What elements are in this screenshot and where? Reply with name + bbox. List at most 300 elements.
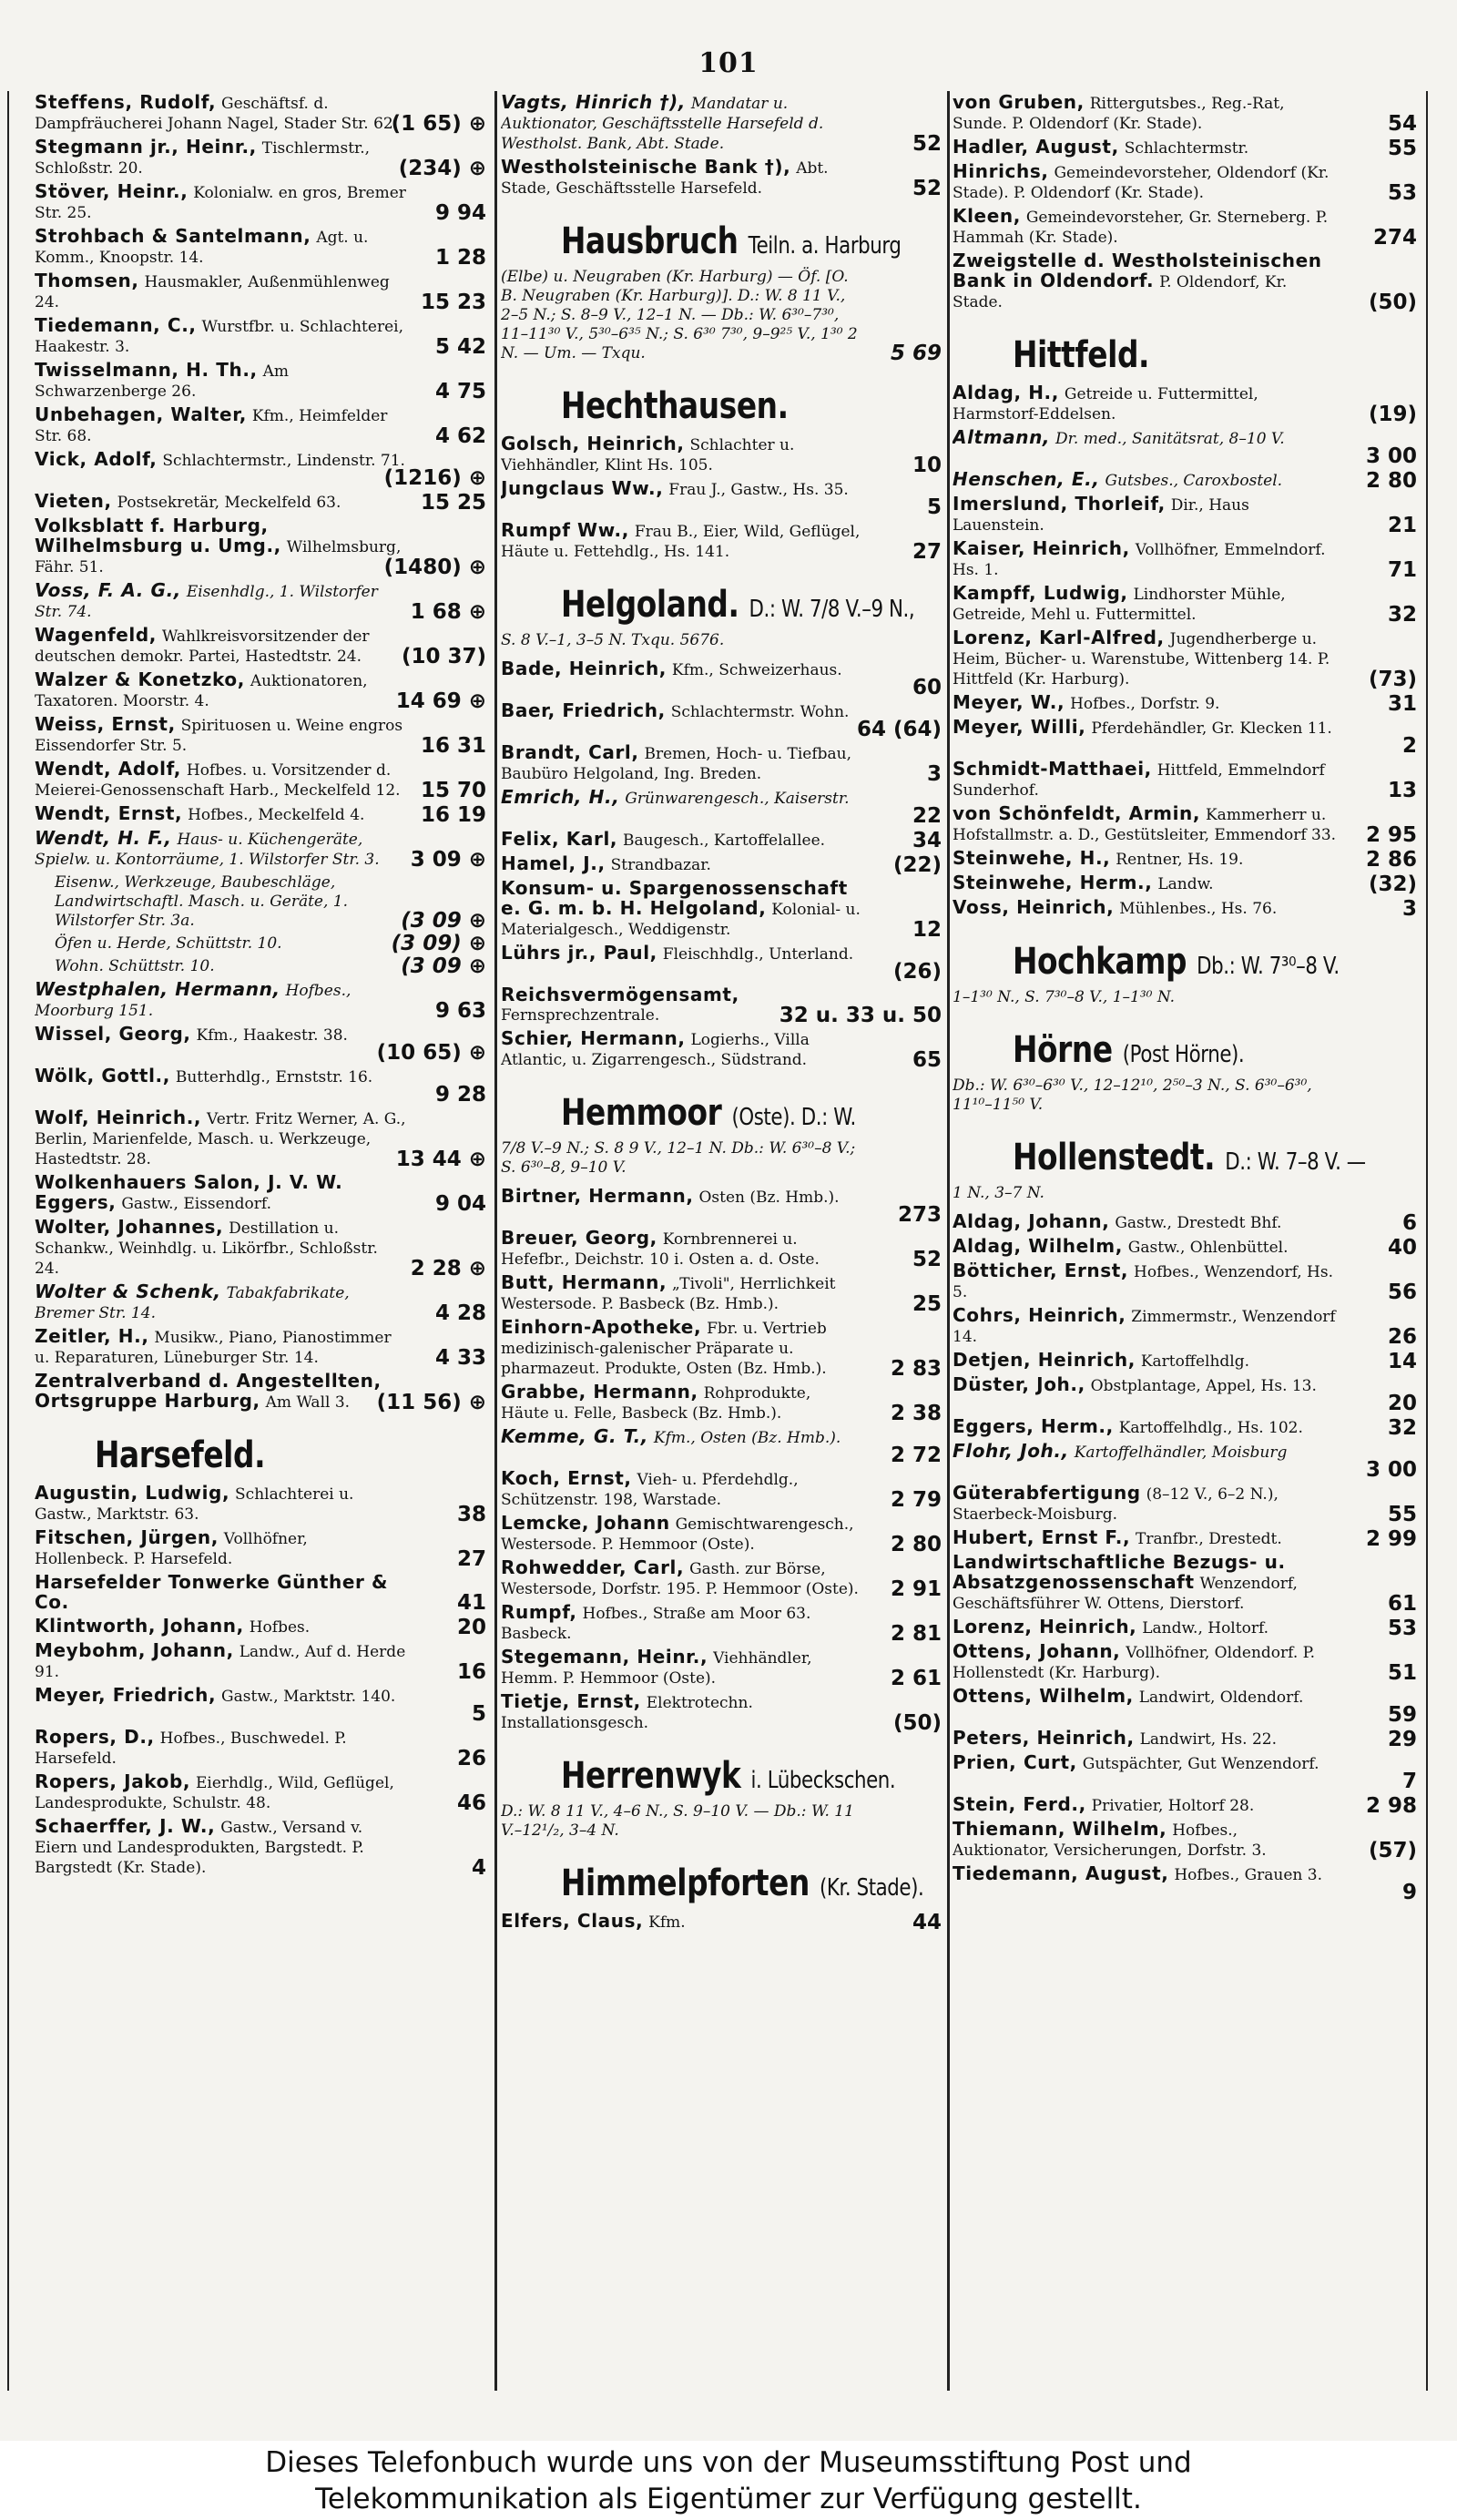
entry-phone-number: 46	[456, 1791, 486, 1815]
directory-entry	[501, 788, 945, 826]
sub-entry-details: Eisenw., Werkzeuge, Baubeschläge, Landwirtschaftl. Masch. u. Geräte, 1. Wilstorfer Str. 3a.	[55, 873, 349, 930]
entry-name: Schaerffer, J. W.,	[35, 1815, 216, 1837]
entry-details: Kartoffelhändler, Moisburg	[1074, 1444, 1288, 1462]
entry-name: Fitschen, Jürgen,	[35, 1526, 219, 1548]
entry-details: Agt. u. Komm., Knoopstr. 14.	[35, 229, 369, 267]
column-1	[35, 93, 490, 2388]
directory-entry	[501, 701, 945, 740]
entry-phone-number: 2 61	[890, 1667, 942, 1690]
entry-phone-number: (3 09 ⊕	[401, 909, 486, 933]
directory-entry	[953, 251, 1421, 312]
entry-phone-number: 52	[912, 177, 942, 200]
entry-details: Postsekretär, Meckelfeld 63.	[117, 494, 341, 512]
entry-phone-number: 2 79	[890, 1488, 942, 1512]
entry-phone-number: 3 00	[1365, 1458, 1417, 1482]
entry-details: Kolonial- u. Materialgesch., Weddigenstr.	[501, 901, 861, 939]
entry-details: Gemischtwarengesch., Westersode. P. Hemmoor (Oste).	[501, 1515, 854, 1554]
entry-phone-number: 274	[1372, 226, 1417, 250]
directory-entry	[953, 1729, 1421, 1750]
entry-name: Voss, F. A. G.,	[35, 579, 181, 601]
entry-phone-number: 27	[456, 1547, 486, 1571]
directory-entry	[35, 1218, 490, 1279]
entry-details: Rohprodukte, Häute u. Felle, Basbeck (Bz. Hmb.).	[501, 1384, 811, 1423]
directory-entry	[35, 516, 490, 577]
entry-phone-number: 2 80	[890, 1533, 942, 1556]
entry-phone-number: 4 33	[434, 1346, 486, 1370]
entry-phone-number: 2 95	[1365, 823, 1417, 847]
directory-entry	[35, 804, 490, 825]
entry-details: Rittergutsbes., Reg.-Rat, Sunde. P. Oldendorf (Kr. Stade).	[953, 95, 1285, 133]
directory-entry	[35, 316, 490, 357]
entry-phone-number: 2 98	[1365, 1794, 1417, 1818]
directory-entry	[501, 743, 945, 784]
entry-name: Elfers, Claus,	[501, 1910, 644, 1932]
entry-name: Jungclaus Ww.,	[501, 477, 664, 499]
entry-name: Wendt, Adolf,	[35, 758, 181, 780]
entry-details: Mühlenbes., Hs. 76.	[1119, 900, 1278, 918]
entry-phone-number: 2 81	[890, 1622, 942, 1646]
entry-name: Westphalen, Hermann,	[35, 978, 280, 1000]
entry-name: Konsum- u. Spargenossenschaft e. G. m. b. H. Helgoland,	[501, 877, 848, 919]
entry-details: Gastw., Eissendorf.	[121, 1195, 271, 1213]
entry-name: Steffens, Rudolf,	[35, 93, 217, 113]
entry-name: Schmidt-Matthaei,	[953, 758, 1152, 780]
entry-name: Flohr, Joh.,	[953, 1440, 1069, 1462]
directory-entry	[501, 1318, 945, 1379]
directory-entry	[953, 718, 1421, 756]
directory-entry	[501, 1912, 945, 1933]
entry-phone-number: (1216) ⊕	[383, 466, 486, 490]
directory-entry	[501, 479, 945, 517]
entry-name: Hamel, J.,	[501, 852, 606, 874]
entry-details: Tabakfabrikate, Bremer Str. 14.	[35, 1284, 350, 1322]
directory-entry	[35, 1728, 490, 1769]
entry-phone-number: 14 69 ⊕	[395, 689, 486, 713]
entry-details: Dir., Haus Lauenstein.	[953, 496, 1249, 535]
entry-details: Fleischhdlg., Unterland.	[662, 945, 854, 964]
place-heading	[1013, 1137, 1366, 1178]
directory-entry	[953, 1864, 1421, 1903]
entry-details: Zimmermstr., Wenzendorf 14.	[953, 1308, 1336, 1346]
directory-entry	[953, 138, 1421, 158]
place-heading	[1013, 334, 1347, 376]
entry-phone-number: 53	[1387, 1617, 1417, 1640]
directory-entry	[501, 830, 945, 851]
entry-name: Kleen,	[953, 205, 1021, 227]
place-hours: (Post Hörne).	[1122, 1041, 1245, 1068]
entry-name: Stegemann, Heinr.,	[501, 1646, 708, 1668]
directory-entry	[953, 628, 1421, 689]
directory-entry	[953, 93, 1421, 134]
entry-details: Wilhelmsburg, Fähr. 51.	[35, 538, 402, 576]
entry-phone-number: 54	[1387, 112, 1417, 136]
directory-entry	[35, 1641, 490, 1682]
place-heading	[561, 1755, 896, 1797]
entry-details: Wahlkreisvorsitzender der deutschen demokr. Partei, Hastedtstr. 24.	[35, 627, 370, 666]
directory-entry	[953, 693, 1421, 714]
entry-phone-number: 52	[912, 1248, 942, 1271]
directory-entry	[501, 1692, 945, 1733]
entry-name: Butt, Hermann,	[501, 1271, 667, 1293]
directory-entry	[35, 492, 490, 513]
entry-details: Hofbes., Wenzendorf, Hs. 5.	[953, 1263, 1334, 1301]
entry-phone-number: 5 42	[434, 335, 486, 359]
entry-phone-number: 5 69	[890, 342, 942, 365]
entry-name: Ropers, Jakob,	[35, 1770, 191, 1792]
directory-entry	[953, 1417, 1421, 1438]
entry-phone-number: 21	[1387, 514, 1417, 537]
directory-entry	[953, 162, 1421, 203]
entry-phone-number: 56	[1387, 1280, 1417, 1304]
directory-entry	[35, 581, 490, 622]
entry-details: Hausmakler, Außenmühlenweg 24.	[35, 273, 390, 311]
entry-name: Meyer, Friedrich,	[35, 1684, 217, 1706]
entry-name: Einhorn-Apotheke,	[501, 1316, 702, 1338]
entry-phone-number: 31	[1387, 692, 1417, 716]
entry-details: Geschäftsf. d. Dampfräucherei Johann Nagel, Stader Str. 62.	[35, 95, 399, 133]
entry-name: Thomsen,	[35, 270, 139, 291]
place-hours: i. Lübeckschen.	[750, 1767, 896, 1794]
entry-phone-number: 13	[1387, 779, 1417, 802]
entry-phone-number: 3	[926, 762, 942, 786]
place-name: Hechthausen.	[561, 385, 789, 427]
directory-entry	[501, 434, 945, 475]
directory-entry	[953, 898, 1421, 919]
entry-name: Imerslund, Thorleif,	[953, 493, 1166, 515]
entry-name: Felix, Karl,	[501, 828, 618, 850]
column-2	[501, 93, 945, 2388]
directory-entry	[953, 849, 1421, 870]
entry-phone-number: 25	[912, 1292, 942, 1316]
directory-entry	[501, 879, 945, 940]
entry-name: Lorenz, Karl-Alfred,	[953, 627, 1165, 648]
page-number: 101	[698, 47, 759, 79]
entry-details: Schlachtermstr., Lindenstr. 71.	[162, 452, 405, 470]
directory-entry	[35, 626, 490, 667]
entry-details: Hofbes., Auktionator, Versicherungen, Dorfstr. 3.	[953, 1821, 1267, 1860]
entry-phone-number: 20	[456, 1616, 486, 1639]
entry-details: Kfm., Heimfelder Str. 68.	[35, 407, 388, 445]
entry-phone-number: 15 70	[420, 779, 486, 802]
column-rule-left	[7, 91, 9, 2391]
entry-details: Grünwarengesch., Kaiserstr.	[625, 790, 850, 808]
entry-name: Baer, Friedrich,	[501, 699, 666, 721]
entry-phone-number: (32)	[1368, 872, 1417, 896]
directory-entry	[35, 138, 490, 179]
entry-details: Destillation u. Schankw., Weinhdlg. u. Likörfbr., Schloßstr. 24.	[35, 1219, 378, 1278]
directory-entry	[953, 1261, 1421, 1302]
sub-entry-details: Öfen u. Herde, Schüttstr. 10.	[55, 934, 282, 953]
entry-name: Hubert, Ernst F.,	[953, 1526, 1131, 1548]
entry-name: Vieten,	[35, 490, 112, 512]
entry-details: Bremen, Hoch- u. Tiefbau, Baubüro Helgoland, Ing. Breden.	[501, 745, 852, 783]
entry-name: Vagts, Hinrich †),	[501, 93, 686, 113]
entry-details: Am Schwarzenberge 26.	[35, 362, 290, 401]
office-hours	[953, 988, 1421, 1007]
entry-name: Wissel, Georg,	[35, 1023, 191, 1045]
place-hours: (Kr. Stade).	[819, 1874, 924, 1902]
entry-name: Stöver, Heinr.,	[35, 180, 188, 202]
entry-name: Strohbach & Santelmann,	[35, 225, 311, 247]
entry-phone-number: 9 94	[434, 201, 486, 225]
entry-details: Butterhdlg., Ernststr. 16.	[175, 1068, 373, 1087]
entry-details: Strandbazar.	[610, 856, 711, 874]
entry-name: Bade, Heinrich,	[501, 658, 667, 679]
entry-phone-number: 22	[912, 804, 942, 828]
entry-details: Wurstfbr. u. Schlachterei, Haakestr. 3.	[35, 318, 403, 356]
entry-phone-number: 2 28 ⊕	[410, 1257, 486, 1280]
directory-entry	[35, 715, 490, 756]
entry-name: Aldag, Wilhelm,	[953, 1235, 1123, 1257]
footer-line-2: Telekommunikation als Eigentümer zur Verfügung gestellt.	[315, 2483, 1142, 2515]
entry-phone-number: (11 56) ⊕	[376, 1391, 486, 1414]
entry-name: Hadler, August,	[953, 136, 1119, 158]
entry-phone-number: (73)	[1368, 668, 1417, 691]
directory-entry	[953, 1687, 1421, 1725]
entry-phone-number: (10 37)	[401, 645, 486, 668]
place-name: Hemmoor	[561, 1092, 722, 1134]
directory-entry	[501, 1648, 945, 1689]
directory-entry	[35, 980, 490, 1021]
directory-entry	[953, 1617, 1421, 1638]
directory-entry	[35, 829, 490, 870]
entry-details: Hofbes. u. Vorsitzender d. Meierei-Genossenschaft Harb., Meckelfeld 12.	[35, 761, 401, 800]
directory-entry	[35, 1772, 490, 1813]
entry-details: Hofbes., Straße am Moor 63. Basbeck.	[501, 1605, 811, 1643]
entry-phone-number: (10 65) ⊕	[376, 1041, 486, 1065]
entry-name: von Gruben,	[953, 93, 1085, 113]
entry-details: Eisenhdlg., 1. Wilstorfer Str. 74.	[35, 583, 378, 621]
entry-phone-number: 9 63	[434, 999, 486, 1023]
column-rule-2	[947, 91, 950, 2391]
place-heading	[1013, 941, 1347, 983]
place-heading	[561, 1862, 924, 1904]
entry-name: Lorenz, Heinrich,	[953, 1616, 1137, 1637]
entry-details: Kartoffelhdlg.	[1140, 1352, 1250, 1371]
directory-entry	[35, 405, 490, 446]
directory-entry	[953, 428, 1421, 466]
entry-name: Wölk, Gottl.,	[35, 1065, 170, 1087]
entry-phone-number: 32	[1387, 1416, 1417, 1440]
entry-name: Cohrs, Heinrich,	[953, 1304, 1126, 1326]
entry-details: Am Wall 3.	[265, 1393, 351, 1412]
entry-details: Hofbes., Dorfstr. 9.	[1070, 695, 1220, 713]
entry-phone-number: 32 u. 33 u. 50	[779, 1004, 942, 1027]
entry-details: Hofbes., Meckelfeld 4.	[188, 806, 365, 824]
directory-entry	[35, 1327, 490, 1368]
entry-details: Rentner, Hs. 19.	[1116, 851, 1244, 869]
entry-name: Zweigstelle d. Westholsteinischen Bank in Oldendorf.	[953, 250, 1322, 291]
directory-entry	[35, 1484, 490, 1525]
entry-name: Harsefelder Tonwerke Günther & Co.	[35, 1571, 389, 1613]
entry-phone-number: (3 09) ⊕	[391, 932, 486, 955]
entry-phone-number: (3 09 ⊕	[401, 954, 486, 978]
entry-name: Reichsvermögensamt,	[501, 984, 739, 1005]
directory-entry	[501, 854, 945, 875]
entry-phone-number: 60	[912, 676, 942, 699]
entry-phone-number: 15 25	[420, 491, 486, 515]
directory-entry	[953, 1820, 1421, 1861]
entry-name: Wagenfeld,	[35, 624, 157, 646]
office-hours-text: 1 N., 3–7 N.	[953, 1184, 1044, 1202]
office-hours	[501, 1802, 945, 1841]
entry-phone-number: 32	[1387, 603, 1417, 627]
entry-details: Landw.	[1157, 875, 1214, 893]
entry-phone-number: 3 09 ⊕	[410, 848, 486, 872]
directory-entry	[953, 1375, 1421, 1413]
entry-details: Schlachter u. Viehhändler, Klint Hs. 105.	[501, 436, 795, 474]
entry-name: Meyer, Willi,	[953, 716, 1086, 738]
entry-phone-number: 41	[456, 1591, 486, 1615]
entry-phone-number: 9 28	[434, 1083, 486, 1107]
directory-entry	[35, 182, 490, 223]
entry-phone-number: 2	[1401, 734, 1417, 758]
entry-phone-number: 16	[456, 1660, 486, 1684]
directory-entry	[501, 1514, 945, 1555]
entry-details: Kolonialw. en gros, Bremer Str. 25.	[35, 184, 406, 222]
entry-name: Birtner, Hermann,	[501, 1185, 694, 1207]
entry-name: Rumpf,	[501, 1601, 577, 1623]
entry-details: Gemeindevorsteher, Oldendorf (Kr. Stade). P. Oldendorf (Kr. Stade).	[953, 164, 1330, 202]
entry-phone-number: 3 00	[1365, 444, 1417, 468]
entry-phone-number: 9	[1401, 1881, 1417, 1904]
entry-name: Prien, Curt,	[953, 1751, 1077, 1773]
entry-name: Zentralverband d. Angestellten, Ortsgruppe Harburg,	[35, 1370, 382, 1412]
entry-details: Lindhorster Mühle, Getreide, Mehl u. Futtermittel.	[953, 586, 1286, 624]
entry-phone-number: (57)	[1368, 1839, 1417, 1862]
entry-name: Vick, Adolf,	[35, 448, 158, 470]
directory-entry	[35, 93, 490, 134]
entry-phone-number: 4 75	[434, 380, 486, 403]
column-rule-right	[1426, 91, 1428, 2391]
place-name: Hollenstedt.	[1013, 1137, 1216, 1178]
entry-details: Vieh- u. Pferdehdlg., Schützenstr. 198, Warstade.	[501, 1471, 799, 1509]
entry-phone-number: 64 (64)	[856, 718, 942, 741]
entry-phone-number: 52	[912, 132, 942, 156]
office-hours-text: 7/8 V.–9 N.; S. 8 9 V., 12–1 N. Db.: W. 6³⁰–8 V.; S. 6³⁰–8, 9–10 V.	[501, 1139, 856, 1177]
directory-entry	[35, 361, 490, 402]
directory-sub-entry	[35, 954, 490, 978]
entry-name: Tiedemann, C.,	[35, 314, 197, 336]
entry-name: Eggers, Herm.,	[953, 1415, 1114, 1437]
entry-phone-number: 9 04	[434, 1192, 486, 1216]
entry-name: Aldag, Johann,	[953, 1210, 1110, 1232]
entry-phone-number: 2 99	[1365, 1527, 1417, 1551]
entry-phone-number: 61	[1387, 1592, 1417, 1616]
entry-details: Fbr. u. Vertrieb medizinisch-galenischer Präparate u. pharmazeut. Produkte, Osten (Bz. Hmb.).	[501, 1320, 827, 1378]
entry-name: Detjen, Heinrich,	[953, 1349, 1136, 1371]
directory-entry	[953, 383, 1421, 424]
directory-entry	[953, 1442, 1421, 1480]
entry-details: Privatier, Holtorf 28.	[1091, 1797, 1255, 1815]
entry-name: Brandt, Carl,	[501, 741, 639, 763]
entry-details: Kfm., Haakestr. 38.	[196, 1026, 348, 1045]
entry-details: Hofbes., Grauen 3.	[1174, 1866, 1322, 1884]
place-hours: Db.: W. 7³⁰–8 V.	[1197, 953, 1340, 980]
place-name: Himmelpforten	[561, 1862, 810, 1904]
entry-phone-number: 15 23	[420, 291, 486, 314]
entry-details: Vollhöfner, Oldendorf. P. Hollenstedt (Kr. Harburg).	[953, 1644, 1316, 1682]
entry-details: P. Oldendorf, Kr. Stade.	[953, 273, 1288, 311]
entry-name: Wolter, Johannes,	[35, 1216, 224, 1238]
entry-phone-number: 1 68 ⊕	[410, 600, 486, 624]
entry-name: Hinrichs,	[953, 160, 1049, 182]
directory-entry	[501, 985, 945, 1025]
entry-details: Elektrotechn. Installationsgesch.	[501, 1694, 753, 1732]
entry-name: Thiemann, Wilhelm,	[953, 1818, 1167, 1840]
office-hours	[501, 1139, 945, 1178]
entry-phone-number: 4 28	[434, 1301, 486, 1325]
directory-entry	[35, 1528, 490, 1569]
directory-entry	[953, 1528, 1421, 1549]
entry-details: Landwirt, Hs. 22.	[1139, 1730, 1277, 1749]
entry-details: Kfm.	[648, 1913, 686, 1932]
directory-entry	[35, 760, 490, 801]
directory-entry	[501, 1469, 945, 1510]
entry-name: Augustin, Ludwig,	[35, 1482, 230, 1504]
entry-phone-number: 12	[912, 918, 942, 942]
directory-entry	[501, 1229, 945, 1270]
entry-phone-number: 6	[1401, 1211, 1417, 1235]
directory-entry	[35, 1573, 490, 1613]
footer-note	[0, 2444, 1457, 2517]
directory-entry	[953, 760, 1421, 801]
entry-phone-number: (50)	[1368, 291, 1417, 314]
entry-phone-number: 27	[912, 540, 942, 564]
directory-entry	[501, 1187, 945, 1225]
place-name: Harsefeld.	[95, 1434, 266, 1476]
directory-entry	[953, 1306, 1421, 1347]
entry-phone-number: 55	[1387, 137, 1417, 160]
directory-entry	[501, 944, 945, 982]
entry-name: Meybohm, Johann,	[35, 1639, 234, 1661]
directory-entry	[953, 1795, 1421, 1816]
directory-entry	[35, 1372, 490, 1413]
entry-details: Landw., Holtorf.	[1142, 1619, 1269, 1637]
entry-phone-number: 34	[912, 829, 942, 852]
directory-entry	[501, 1029, 945, 1070]
place-name: Hörne	[1013, 1029, 1113, 1071]
entry-details: Kartoffelhdlg., Hs. 102.	[1118, 1419, 1303, 1437]
entry-name: Golsch, Heinrich,	[501, 433, 685, 454]
entry-name: Meyer, W.,	[953, 691, 1065, 713]
directory-entry	[501, 1382, 945, 1423]
place-hours: Teiln. a. Harburg	[748, 232, 902, 260]
entry-details: „Tivoli", Herrlichkeit Westersode. P. Basbeck (Bz. Hmb.).	[501, 1275, 836, 1313]
entry-details: Tischlermstr., Schloßstr. 20.	[35, 139, 371, 178]
place-name: Hittfeld.	[1013, 334, 1150, 376]
directory-entry	[35, 1173, 490, 1214]
entry-details: Vertr. Fritz Werner, A. G., Berlin, Marienfelde, Masch. u. Werkzeuge, Hastedtstr. 28.	[35, 1110, 406, 1168]
directory-entry	[35, 1617, 490, 1637]
entry-details: Hofbes., Moorburg 151.	[35, 982, 352, 1020]
directory-entry	[501, 1273, 945, 1314]
place-hours: D.: W. 7–8 V. —	[1225, 1148, 1366, 1176]
entry-name: Unbehagen, Walter,	[35, 403, 247, 425]
place-name: Herrenwyk	[561, 1755, 741, 1797]
directory-entry	[35, 670, 490, 711]
directory-entry	[953, 539, 1421, 580]
entry-details: Gutsbes., Caroxbostel.	[1105, 472, 1283, 490]
directory-entry	[953, 584, 1421, 625]
directory-entry	[501, 521, 945, 562]
entry-phone-number: 44	[912, 1911, 942, 1934]
entry-details: Landwirt, Oldendorf.	[1138, 1689, 1304, 1707]
entry-name: Kaiser, Heinrich,	[953, 537, 1130, 559]
entry-details: Gasth. zur Börse, Westersode, Dorfstr. 195. P. Hemmoor (Oste).	[501, 1560, 859, 1598]
entry-phone-number: 273	[897, 1203, 942, 1227]
entry-phone-number: 2 38	[890, 1402, 942, 1425]
